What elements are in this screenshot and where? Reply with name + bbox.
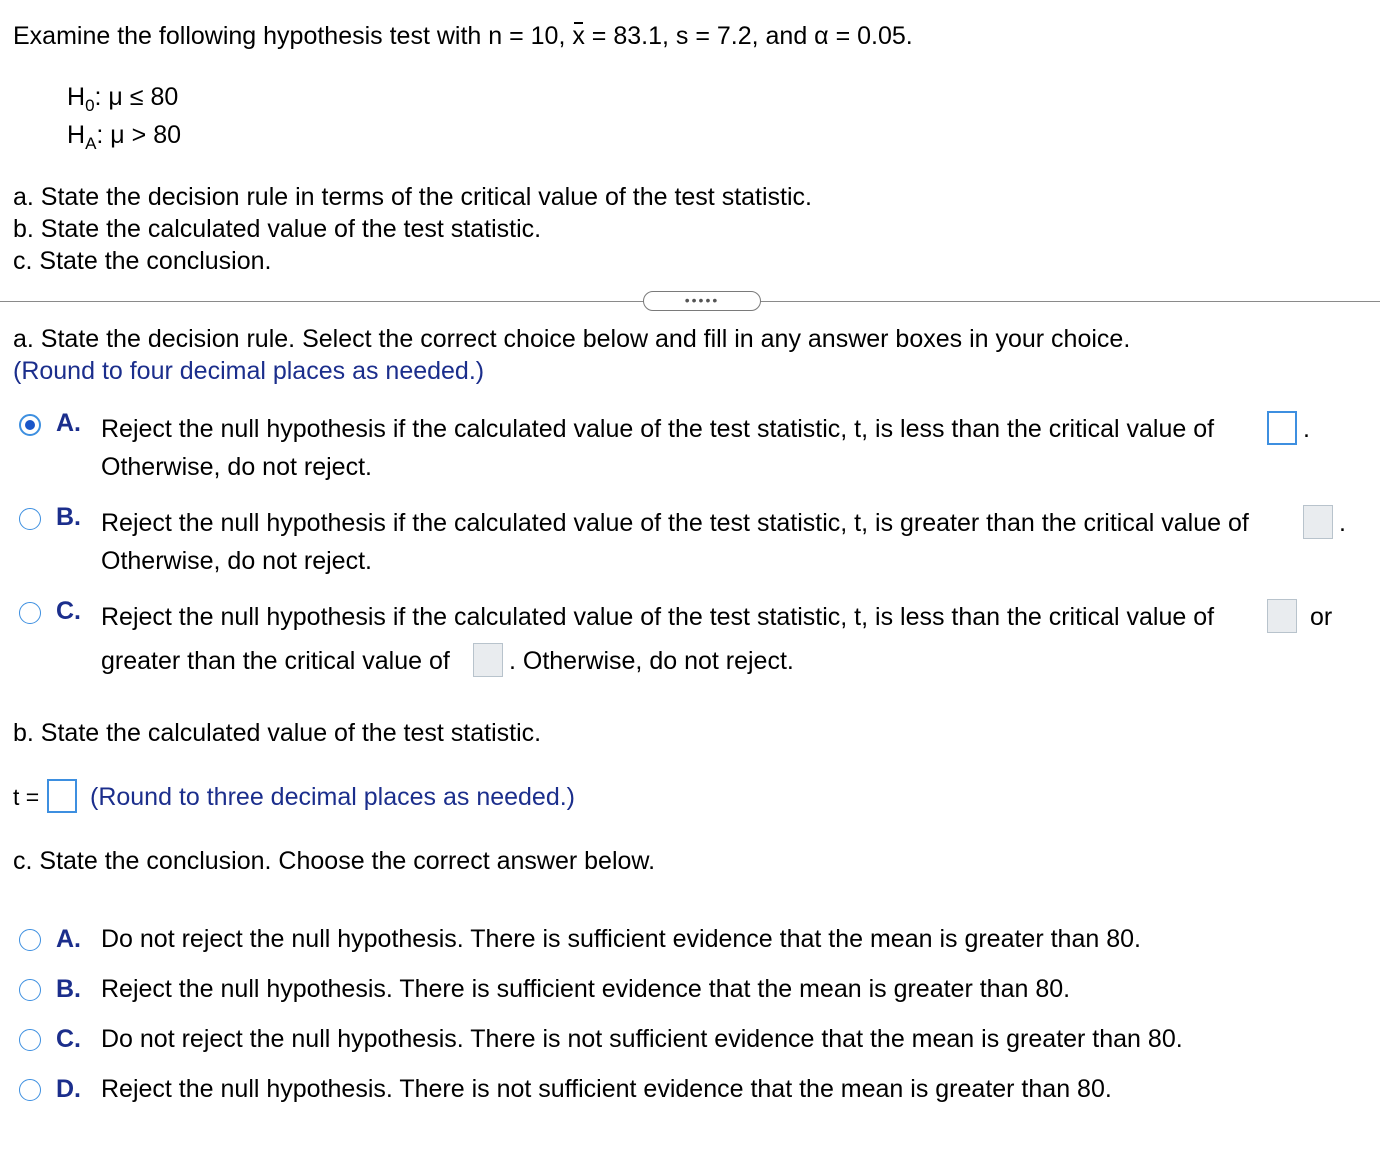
problem-intro — [13, 21, 913, 51]
part-a-option-a-line2: Otherwise, do not reject. — [101, 453, 372, 481]
part-c-option-c-text: Do not reject the null hypothesis. There is not sufficient evidence that the mean is greater than 80. — [101, 1025, 1183, 1053]
part-a-option-a-text: Reject the null hypothesis if the calculated value of the test statistic, t, is less than the critical value of — [101, 415, 1215, 443]
critical-value-upper-input-c[interactable] — [473, 643, 503, 677]
part-a-option-b-text: Reject the null hypothesis if the calculated value of the test statistic, t, is greater than the critical value of — [101, 509, 1249, 537]
h0-statement: : μ ≤ 80 — [94, 83, 179, 111]
part-a-option-c-line2: greater than the critical value of — [101, 647, 450, 675]
part-c-option-b-radio[interactable] — [19, 979, 41, 1001]
null-hypothesis — [67, 82, 178, 121]
intro-suffix: = 83.1, s = 7.2, and α = 0.05. — [584, 22, 913, 50]
part-a-hint: (Round to four decimal places as needed.) — [13, 357, 485, 385]
part-c-option-b-letter: B. — [56, 975, 81, 1003]
option-a-period: . — [1303, 415, 1310, 443]
t-label: t = — [13, 784, 40, 810]
part-a-option-c-radio[interactable] — [19, 602, 41, 624]
part-a-option-a-radio[interactable] — [19, 414, 41, 436]
part-c-option-d-text: Reject the null hypothesis. There is not sufficient evidence that the mean is greater than 80. — [101, 1075, 1112, 1103]
critical-value-input-a[interactable] — [1267, 411, 1297, 445]
part-a-option-b-letter: B. — [56, 503, 81, 531]
part-c-option-a-radio[interactable] — [19, 929, 41, 951]
part-a-option-a-letter: A. — [56, 409, 81, 437]
part-c-option-c-radio[interactable] — [19, 1029, 41, 1051]
ha-letter: H — [67, 121, 86, 149]
x-bar-symbol: x — [572, 22, 585, 50]
option-b-period: . — [1339, 509, 1346, 537]
part-a-option-c-letter: C. — [56, 597, 81, 625]
task-a: a. State the decision rule in terms of the critical value of the test statistic. — [13, 183, 812, 211]
critical-value-input-b[interactable] — [1303, 505, 1333, 539]
option-c-or: or — [1310, 603, 1333, 631]
part-a-prompt: a. State the decision rule. Select the correct choice below and fill in any answer boxes in your choice. — [13, 325, 1131, 353]
part-b-prompt: b. State the calculated value of the test statistic. — [13, 719, 542, 747]
expand-toggle-button[interactable]: ••••• — [643, 291, 761, 311]
part-c-option-c-letter: C. — [56, 1025, 81, 1053]
part-a-option-b-line2: Otherwise, do not reject. — [101, 547, 372, 575]
part-c-option-d-radio[interactable] — [19, 1079, 41, 1101]
part-a-option-b-radio[interactable] — [19, 508, 41, 530]
part-c-option-a-text: Do not reject the null hypothesis. There is sufficient evidence that the mean is greater than 80. — [101, 925, 1141, 953]
h0-letter: H — [67, 83, 86, 111]
part-a-option-c-line2-end: . Otherwise, do not reject. — [509, 647, 794, 675]
part-c-prompt: c. State the conclusion. Choose the correct answer below. — [13, 847, 656, 875]
part-b-hint: (Round to three decimal places as needed.) — [90, 783, 576, 811]
part-c-option-d-letter: D. — [56, 1075, 81, 1103]
alternative-hypothesis — [67, 120, 181, 159]
part-c-option-b-text: Reject the null hypothesis. There is sufficient evidence that the mean is greater than 80. — [101, 975, 1071, 1003]
ha-subscript: A — [85, 134, 97, 153]
h0-subscript: 0 — [85, 96, 95, 115]
task-c: c. State the conclusion. — [13, 247, 272, 275]
part-a-option-c-text: Reject the null hypothesis if the calculated value of the test statistic, t, is less than the critical value of — [101, 603, 1215, 631]
ha-statement: : μ > 80 — [96, 121, 182, 149]
test-statistic-input[interactable] — [47, 779, 77, 813]
task-b: b. State the calculated value of the test statistic. — [13, 215, 542, 243]
part-c-option-a-letter: A. — [56, 925, 81, 953]
intro-prefix: Examine the following hypothesis test with n = 10, — [13, 22, 573, 50]
critical-value-lower-input-c[interactable] — [1267, 599, 1297, 633]
